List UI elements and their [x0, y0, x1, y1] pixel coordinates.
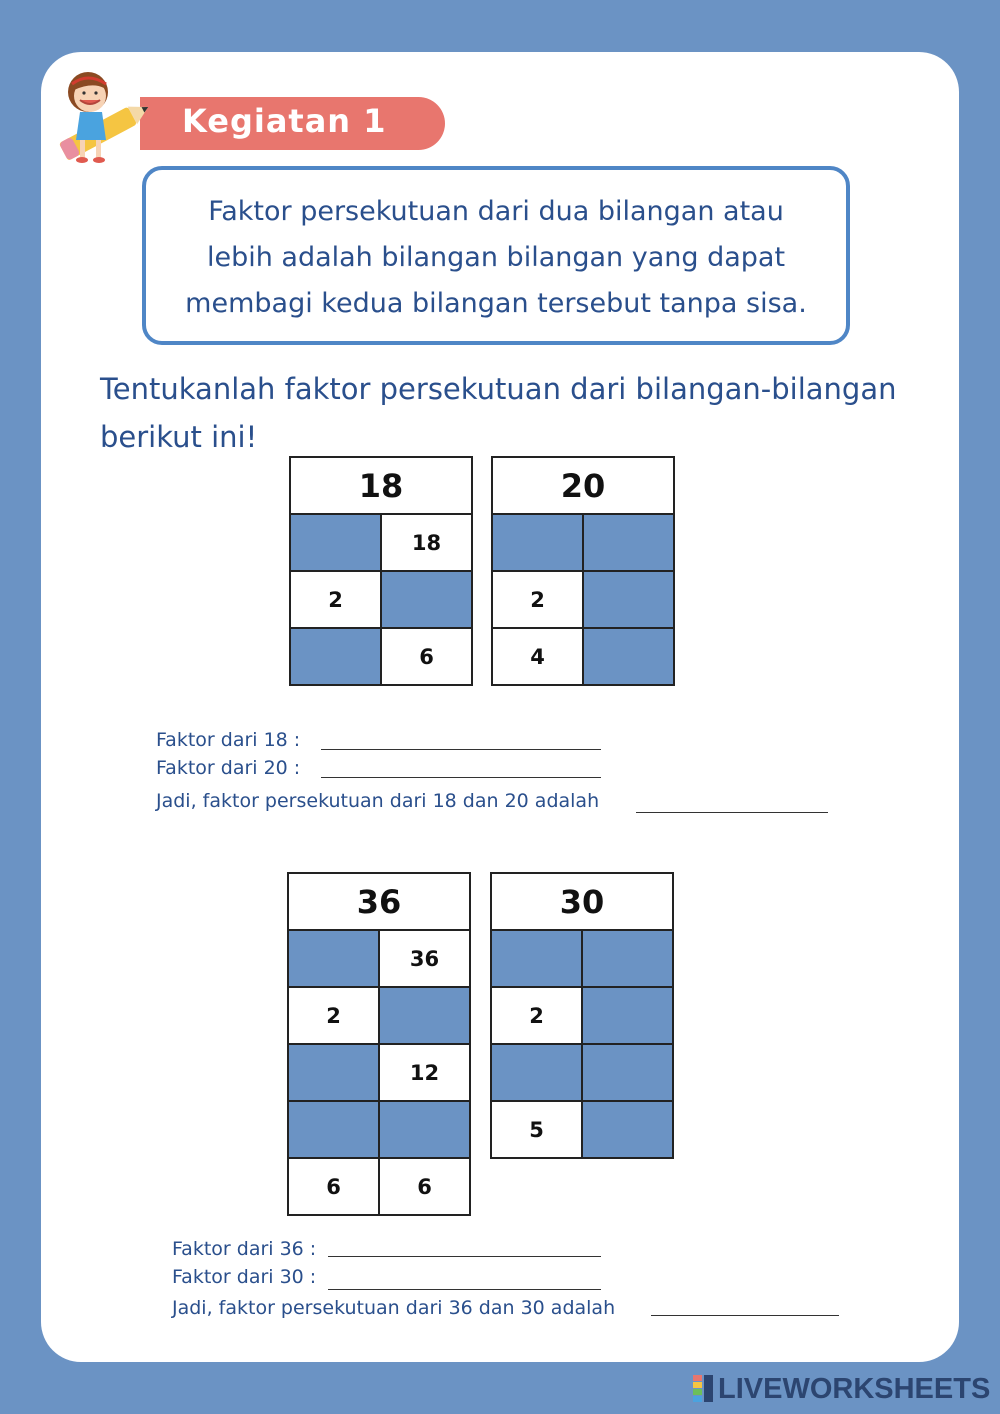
table-header: 18	[290, 457, 472, 514]
table-cell: 2	[492, 571, 583, 628]
answer-cell[interactable]	[491, 930, 582, 987]
activity-title: Kegiatan 1	[182, 102, 387, 140]
table-cell: 2	[288, 987, 379, 1044]
faktor-18-label: Faktor dari 18 :	[156, 729, 301, 751]
answer-cell[interactable]	[583, 571, 674, 628]
common-factor-36-30-answer-line[interactable]	[651, 1315, 839, 1316]
answer-cell[interactable]	[582, 1044, 673, 1101]
answer-cell[interactable]	[288, 1101, 379, 1158]
table-cell: 6	[381, 628, 472, 685]
table-cell: 18	[381, 514, 472, 571]
table-cell: 36	[379, 930, 470, 987]
factor-table-18	[289, 456, 473, 686]
brand-name: LIVEWORKSHEETS	[718, 1372, 991, 1405]
liveworksheets-logo-icon	[693, 1375, 715, 1403]
table-header: 36	[288, 873, 470, 930]
definition-line-1: Faktor persekutuan dari dua bilangan atau	[208, 196, 784, 227]
answer-cell[interactable]	[583, 514, 674, 571]
definition-line-2: lebih adalah bilangan bilangan yang dapat	[206, 242, 786, 273]
answer-cell[interactable]	[290, 514, 381, 571]
table-cell: 2	[290, 571, 381, 628]
answer-cell[interactable]	[583, 628, 674, 685]
answer-cell[interactable]	[582, 987, 673, 1044]
factor-table-36	[287, 872, 471, 1216]
faktor-30-answer-line[interactable]	[328, 1289, 601, 1290]
answer-cell[interactable]	[290, 628, 381, 685]
table-header: 30	[491, 873, 673, 930]
table-cell: 6	[379, 1158, 470, 1215]
faktor-20-label: Faktor dari 20 :	[156, 757, 301, 779]
answer-cell[interactable]	[491, 1044, 582, 1101]
definition-line-3: membagi kedua bilangan tersebut tanpa sisa.	[185, 288, 807, 319]
factor-table-20	[491, 456, 675, 686]
answer-cell[interactable]	[381, 571, 472, 628]
faktor-30-label: Faktor dari 30 :	[172, 1266, 317, 1288]
instruction-line-1: Tentukanlah faktor persekutuan dari bilangan-bilangan	[100, 372, 897, 406]
common-factor-36-30-label: Jadi, faktor persekutuan dari 36 dan 30 adalah	[172, 1297, 616, 1319]
factor-table-30	[490, 872, 674, 1159]
faktor-18-answer-line[interactable]	[321, 749, 601, 750]
answer-cell[interactable]	[582, 930, 673, 987]
table-cell: 6	[288, 1158, 379, 1215]
answer-cell[interactable]	[379, 987, 470, 1044]
liveworksheets-brand	[693, 1374, 990, 1404]
table-cell: 2	[491, 987, 582, 1044]
table-header: 20	[492, 457, 674, 514]
instruction-line-2: berikut ini!	[100, 420, 258, 454]
table-cell: 4	[492, 628, 583, 685]
table-cell: 5	[491, 1101, 582, 1158]
answer-cell[interactable]	[582, 1101, 673, 1158]
girl-with-pencil-illustration	[50, 60, 160, 175]
common-factor-18-20-label: Jadi, faktor persekutuan dari 18 dan 20 adalah	[156, 790, 600, 812]
answer-cell[interactable]	[288, 930, 379, 987]
faktor-36-label: Faktor dari 36 :	[172, 1238, 317, 1260]
faktor-20-answer-line[interactable]	[321, 777, 601, 778]
answer-cell[interactable]	[288, 1044, 379, 1101]
answer-cell[interactable]	[379, 1101, 470, 1158]
common-factor-18-20-answer-line[interactable]	[636, 812, 828, 813]
table-cell: 12	[379, 1044, 470, 1101]
answer-cell[interactable]	[492, 514, 583, 571]
faktor-36-answer-line[interactable]	[328, 1256, 601, 1257]
